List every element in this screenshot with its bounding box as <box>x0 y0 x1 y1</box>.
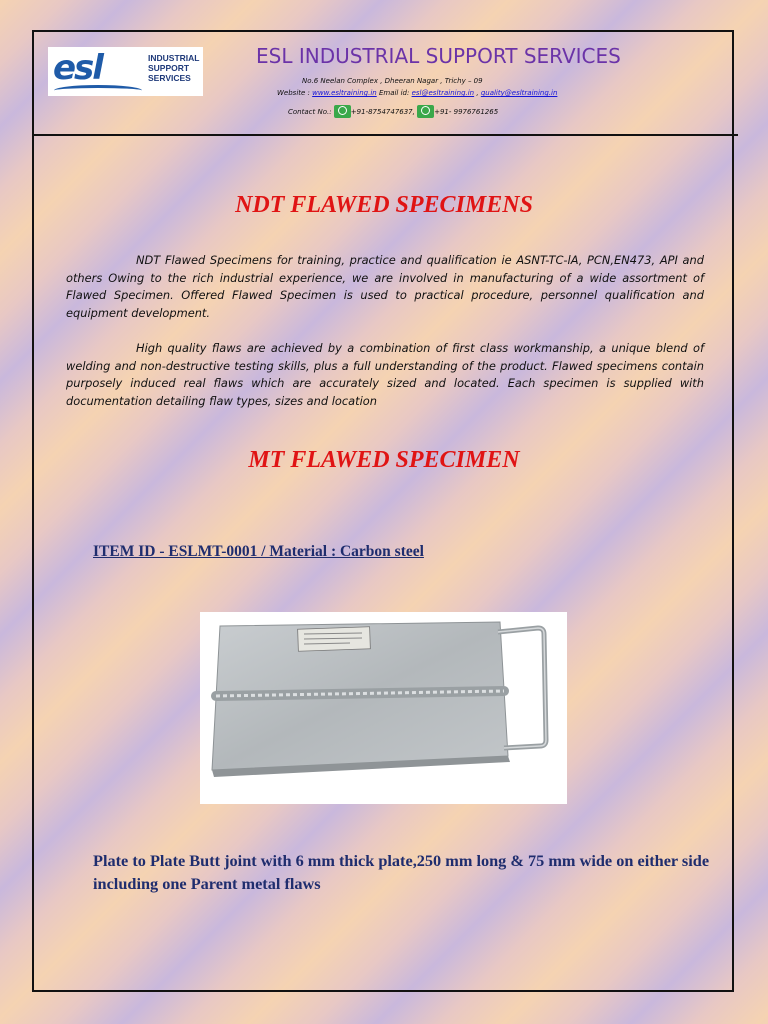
company-logo <box>48 47 203 96</box>
email-link-2[interactable]: quality@esltraining.in <box>480 89 558 97</box>
intro-paragraph: NDT Flawed Specimens for training, practice and qualification ie ASNT-TC-lA, PCN,EN473, API and others Owing to the rich industrial experience, we are involved in manufacturing of a wide assortment of Flawed Specimen. Offered Flawed Specimen is used to practical procedure, personnel qualification and equipment development. <box>66 253 704 320</box>
phone-1: +91-8754747637, <box>350 108 415 116</box>
logo-subtitle-line: SUPPORT <box>148 63 190 73</box>
logo-subtitle-line: INDUSTRIAL <box>148 53 200 63</box>
page-border <box>32 30 734 992</box>
company-name: ESL INDUSTRIAL SUPPORT SERVICES <box>256 44 621 68</box>
contact-line <box>288 105 498 118</box>
logo-mark: esl <box>53 48 102 88</box>
page-title: NDT FLAWED SPECIMENS <box>235 192 533 218</box>
email-separator: , <box>474 89 481 97</box>
email-label: Email id: <box>378 89 410 97</box>
website-link[interactable]: www.esltraining.in <box>312 89 377 97</box>
item-id: ITEM ID - ESLMT-0001 / Material : Carbon steel <box>93 543 424 560</box>
logo-swoosh <box>54 85 142 96</box>
specimen-photo <box>200 612 567 804</box>
website-label: Website : <box>277 89 310 97</box>
quality-paragraph: High quality flaws are achieved by a combination of first class workmanship, a unique blend of welding and non-destructive testing skills, plus a full understanding of the product. Flawed specimens contain purposely induced real flaws which are accurately sized and located. Each specimen is supplied with documentation detailing flaw types, sizes and location <box>66 341 704 408</box>
website-email-line <box>277 89 557 97</box>
specimen-plate-illustration <box>200 612 567 804</box>
logo-subtitle-line: SERVICES <box>148 73 191 83</box>
header-divider <box>32 134 738 136</box>
contact-label: Contact No.: <box>288 108 332 116</box>
specimen-description: Plate to Plate Butt joint with 6 mm thick plate,250 mm long & 75 mm wide on either side including one Parent metal flaws <box>93 851 710 893</box>
whatsapp-icon <box>417 105 434 118</box>
section-title: MT FLAWED SPECIMEN <box>248 447 520 473</box>
logo-subtitle <box>148 53 202 83</box>
phone-2: +91- 9976761265 <box>434 108 499 116</box>
whatsapp-icon <box>334 105 351 118</box>
email-link-1[interactable]: esl@esltraining.in <box>411 89 475 97</box>
address: No.6 Neelan Complex , Dheeran Nagar , Trichy – 09 <box>302 77 483 85</box>
